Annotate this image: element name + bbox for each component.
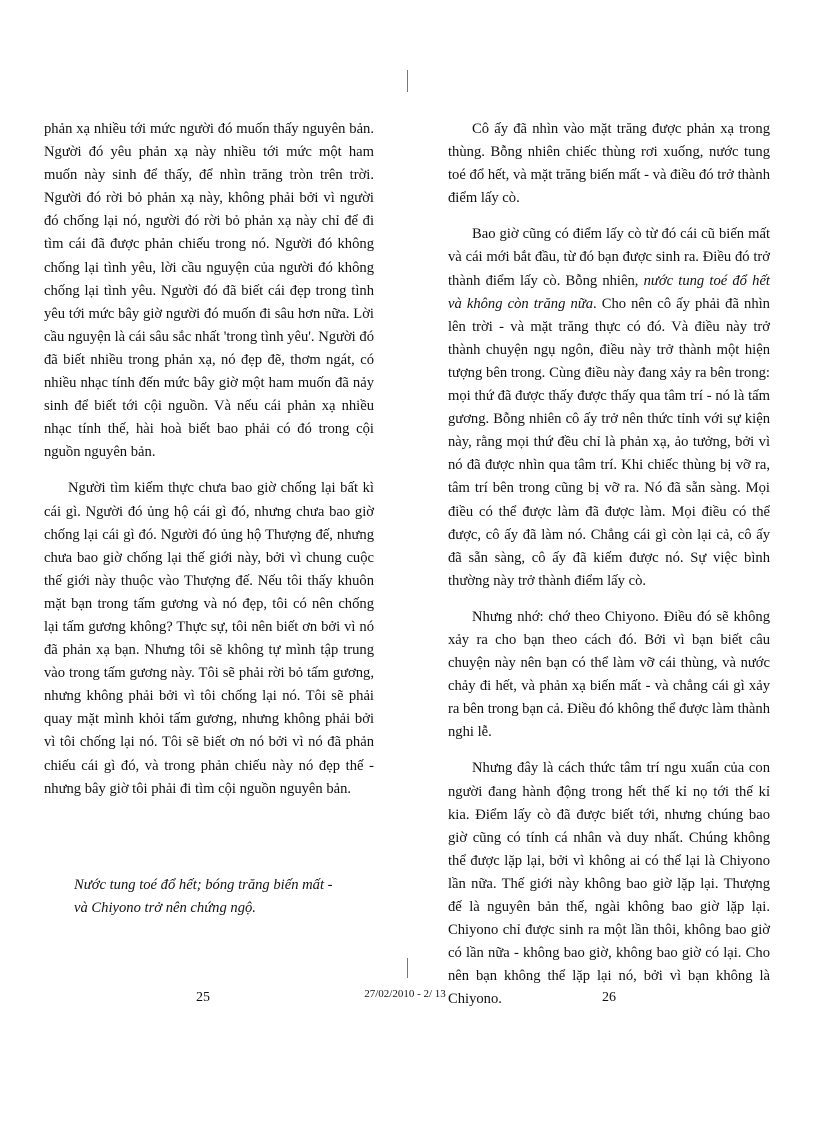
right-paragraph-2-start: Bao giờ cũng có điểm lấy cò từ đó cái cũ biến mất và cái mới bắt đầu, từ đó bạn được sinh ra. Điều đó trở thành điểm lấy cò. Bỗng nhiên, (448, 226, 770, 289)
right-paragraph-2-italic: nước tung toé đổ hết và không còn trăng nữa (448, 272, 770, 312)
page-number-left: 25 (196, 990, 210, 1005)
left-paragraph-2: Người tìm kiếm thực chưa bao giờ chống lại bất kì cái gì. Người đó ủng hộ cái gì đó, nhưng chưa bao giờ chống lại cái gì đó. Người đó ủng hộ Thượng đế, nhưng chưa bao giờ chống lại thế giới này, bởi vì chung cuộc thế giới này thuộc vào Thượng đế. Nếu tôi thấy khuôn mặt bạn trong tấm gương và nó đẹp, tôi có nên chống lại tấm gương không? Thực sự, tôi nên biết ơn bởi vì nó đã phản xạ bạn. Nhưng tôi sẽ không tự mình tập trung vào trong tấm gương này. Tôi sẽ phải rời bỏ tấm gương, nhưng không phải bởi vì tôi chống lại nó. Tôi sẽ phải quay mặt mình khỏi tấm gương, nhưng không phải bởi vì tôi chống lại nó. Tôi sẽ biết ơn nó bởi vì nó đã phản chiếu cái gì đó, và trong phản chiếu này nó đẹp thế - nhưng bây giờ tôi phải đi tìm cội nguồn nguyên bản. (44, 480, 374, 797)
footer-date-page: 27/02/2010 - 2/ 13 (364, 988, 446, 1000)
right-paragraph-4: Nhưng đây là cách thức tâm trí ngu xuẩn của con người đang hành động trong hết thế kỉ nọ tới thế kỉ kia. Điểm lấy cò đã được biết tới, nhưng chúng bao giờ cũng có tính cá nhân và duy nhất. Chúng không thể được lặp lại, bởi vì không ai có thể lại là Chiyono lần nữa. Thế giới này không bao giờ lặp lại. Thượng đế là nguyên bản thế, ngài không bao giờ lặp lại. Chiyono chỉ được sinh ra một lần thôi, không bao giờ có lần nữa - không bao giờ, không bao giờ có lại. Cho nên bạn không thể lặp lại nó, bởi vì bạn không là Chiyono. (448, 760, 770, 1008)
zen-verse (74, 874, 374, 920)
right-paragraph-3: Nhưng nhớ: chớ theo Chiyono. Điều đó sẽ không xảy ra cho bạn theo cách đó. Bởi vì bạn biết câu chuyện này nên bạn có thể làm vỡ cái thùng, và nước chảy đi hết, và phản xạ biến mất - và chẳng cái gì xảy ra bên trong bạn cả. Điều đó không thể được làm thành nghi lễ. (448, 608, 771, 741)
page-number-right: 26 (602, 990, 616, 1005)
right-paragraph-2 (448, 223, 770, 593)
right-paragraph-1: Cô ấy đã nhìn vào mặt trăng được phản xạ trong thùng. Bỗng nhiên chiếc thùng rơi xuống, nước tung toé đổ hết, và mặt trăng biến mất - và điều đó trở thành điểm lấy cò. (448, 121, 770, 207)
center-divider-bottom (407, 958, 408, 978)
right-paragraph-2-end: . Cho nên cô ấy phải đã nhìn lên trời - và mặt trăng thực có đó. Và điều này trở thành chuyện ngụ ngôn, điều này trở thành một hiện tượng bên trong. Cùng điều này đang xảy ra bên trong: mọi thứ đã được thấy được thấy qua tâm trí - nó là tấm gương. Bỗng nhiên cô ấy trở nên thức tỉnh với sự kiện này, rằng mọi thứ đều chỉ là phản xạ, ảo tưởng, bởi vì nó đã được nhìn qua tâm trí. Khi chiếc thùng bị vỡ ra, tâm trí bên trong cũng bị vỡ ra. Nó đã sẵn sàng. Mọi điều có thể được làm đã được làm. Mọi điều có thể được, cô ấy đã làm nó. Chẳng cái gì còn lại cả, cô ấy đã sẵn sàng, cô ấy đã kiếm được nó. Sự việc bình thường này trở thành điểm lấy cò. (448, 295, 770, 589)
right-page-text (448, 118, 770, 1024)
center-divider-top (407, 70, 408, 92)
left-page-text (44, 118, 374, 814)
left-paragraph-1: phản xạ nhiều tới mức người đó muốn thấy nguyên bản. Người đó yêu phản xạ này nhiều tới mức một ham muốn này sinh để thấy, để nhìn trăng tròn trên trời. Người đó rời bỏ phản xạ này, không phải bởi vì người đó chống lại nó, người đó rời bỏ phản xạ này chỉ để đi tìm cái đã được phản chiếu trong nó. Người đó không chống lại tình yêu, lời cầu nguyện của người đó không chống lại tình yêu. Người đó đã biết cái đẹp trong tình yêu tới mức bây giờ người đó muốn đi sâu hơn nữa. Lời cầu nguyện là cái sâu sắc nhất 'trong tình yêu'. Người đó đã biết nhiều trong phản xạ, nó đẹp đẽ, thơm ngát, có nhiều nhạc tính đến mức bây giờ một ham muốn đã nảy sinh để biết tới cội nguồn. Và nếu cái phản xạ nhiều nhạc tính thế, hài hoà biết bao phải có đó trong cội nguồn nguyên bản. (44, 121, 374, 461)
verse-line-1: Nước tung toé đổ hết; bóng trăng biến mất - (74, 877, 333, 893)
verse-line-2: và Chiyono trở nên chứng ngộ. (74, 900, 256, 916)
